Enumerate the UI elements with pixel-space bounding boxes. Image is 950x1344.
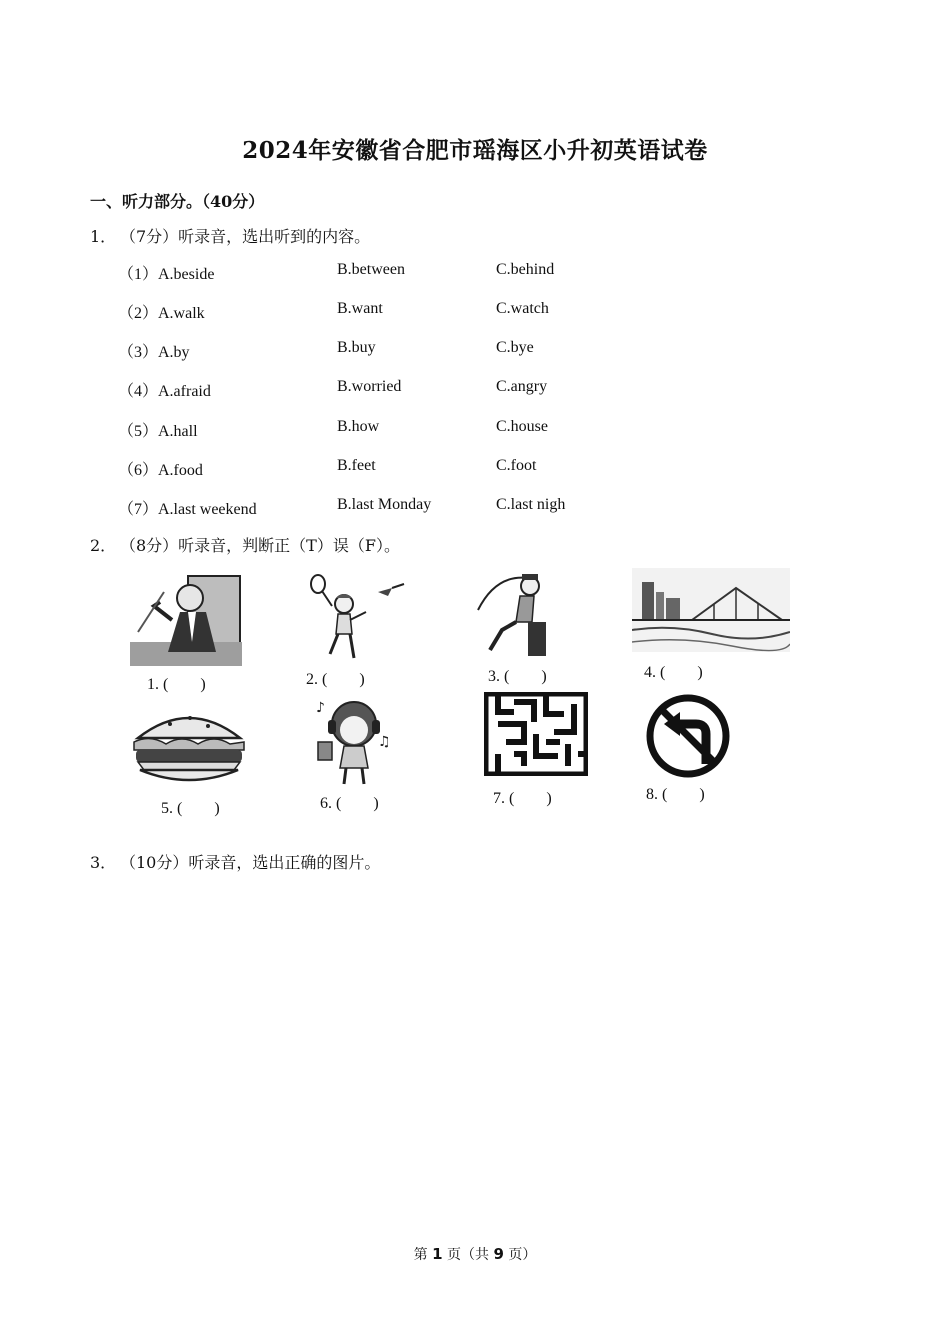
question-number: 1． — [90, 227, 117, 246]
option-a: （3）A.by — [118, 344, 190, 361]
answer-label: 8. ( ) — [646, 786, 705, 803]
option-c: C.house — [496, 418, 548, 435]
footer-suffix: 页） — [508, 1247, 537, 1263]
option-a: （7）A.last weekend — [118, 501, 257, 518]
city-bridge-picture — [632, 568, 790, 652]
question-number: 3． — [90, 853, 117, 872]
total-page-number: 9 — [493, 1245, 504, 1263]
answer-label: 5. ( ) — [161, 800, 220, 817]
maze-picture — [484, 692, 588, 776]
option-b: B.worried — [337, 378, 402, 395]
no-left-turn-sign-picture — [638, 694, 738, 778]
question-3 — [90, 850, 380, 873]
answer-label: 1. ( ) — [147, 676, 206, 693]
option-b: B.between — [337, 261, 405, 278]
option-a: （4）A.afraid — [118, 383, 211, 400]
fishing-person-picture — [476, 570, 548, 658]
question-prompt: （7分）听录音，选出听到的内容。 — [120, 227, 371, 246]
badminton-boy-picture — [308, 574, 408, 666]
footer-middle: 页（共 — [447, 1247, 489, 1263]
businessman-picture — [128, 572, 246, 668]
svg-text:♪: ♪ — [316, 700, 325, 716]
svg-text:♫: ♫ — [378, 734, 391, 750]
option-c: C.bye — [496, 339, 534, 356]
answer-label: 4. ( ) — [644, 664, 703, 681]
option-c: C.foot — [496, 457, 537, 474]
question-prompt: （10分）听录音，选出正确的图片。 — [120, 853, 381, 872]
option-a: （1）A.beside — [118, 266, 215, 283]
answer-label: 3. ( ) — [488, 668, 547, 685]
hamburger-picture — [130, 704, 248, 790]
option-b: B.last Monday — [337, 496, 432, 513]
answer-label: 7. ( ) — [493, 790, 552, 807]
section-heading-listening: 一、听力部分。（40分） — [90, 192, 265, 211]
question-prompt: （8分）听录音，判断正（T）误（F）。 — [120, 536, 400, 555]
question-2 — [90, 533, 400, 556]
option-a: （6）A.food — [118, 462, 203, 479]
option-c: C.behind — [496, 261, 555, 278]
answer-label: 6. ( ) — [320, 795, 379, 812]
page-footer — [0, 1244, 950, 1264]
footer-prefix: 第 — [413, 1247, 428, 1263]
option-b: B.how — [337, 418, 380, 435]
option-b: B.feet — [337, 457, 376, 474]
option-a: （5）A.hall — [118, 423, 198, 440]
option-c: C.last nigh — [496, 496, 566, 513]
music-girl-picture — [310, 696, 394, 790]
option-a: （2）A.walk — [118, 305, 205, 322]
answer-label: 2. ( ) — [306, 671, 365, 688]
question-number: 2． — [90, 536, 117, 555]
option-c: C.watch — [496, 300, 549, 317]
option-c: C.angry — [496, 378, 548, 395]
page-title: 2024年安徽省合肥市瑶海区小升初英语试卷 — [242, 137, 708, 164]
option-b: B.buy — [337, 339, 376, 356]
question-1 — [90, 224, 370, 247]
current-page-number: 1 — [432, 1245, 443, 1263]
option-b: B.want — [337, 300, 383, 317]
